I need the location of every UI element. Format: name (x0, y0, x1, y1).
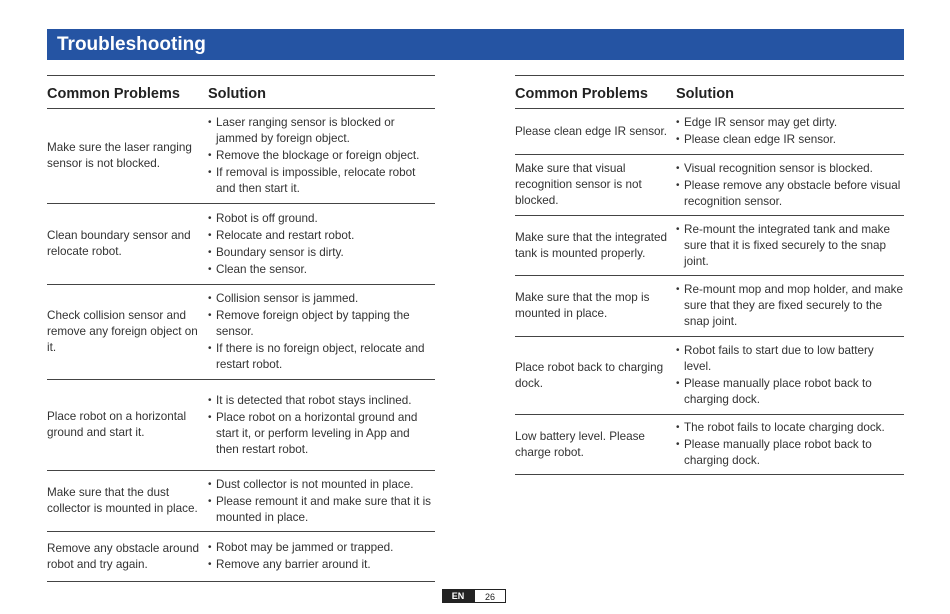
problem-text: Low battery level. Please charge robot. (515, 429, 645, 459)
problem-text: Please clean edge IR sensor. (515, 124, 668, 138)
solution-item: • Remove foreign object by tapping the sensor. (208, 308, 435, 340)
solution-item: • Remove any barrier around it. (208, 557, 435, 573)
problem-cell (515, 216, 676, 275)
problem-text: Remove any obstacle around robot and try again. (47, 541, 200, 571)
problem-text: Make sure that the integrated tank is mounted properly. (515, 230, 668, 260)
solution-item: • Robot may be jammed or trapped. (208, 540, 435, 556)
problem-text: Make sure that the mop is mounted in place. (515, 291, 650, 320)
solution-item: • Relocate and restart robot. (208, 228, 435, 244)
problem-cell (515, 276, 676, 336)
problem-text: Make sure the laser ranging sensor is not blocked. (47, 141, 192, 170)
solution-cell (676, 109, 904, 154)
table-row (515, 276, 904, 337)
problem-text: Check collision sensor and remove any foreign object on it. (47, 309, 198, 354)
solution-cell (676, 155, 904, 215)
page-title: Troubleshooting (47, 29, 904, 60)
solution-cell (208, 532, 435, 581)
solution-item: • Remove the blockage or foreign object. (208, 148, 435, 164)
problem-cell (515, 109, 676, 154)
table-row (515, 155, 904, 216)
header-common-problems: Common Problems (47, 86, 180, 102)
table-row (47, 532, 435, 582)
solution-item: • Collision sensor is jammed. (208, 291, 435, 307)
table-row (515, 415, 904, 475)
table-row (47, 285, 435, 380)
problem-cell (47, 204, 208, 284)
solution-cell (676, 216, 904, 275)
table-header (47, 75, 435, 109)
solution-item: • Please manually place robot back to charging dock. (676, 437, 904, 469)
solution-cell (208, 109, 435, 203)
header-solution: Solution (676, 86, 734, 102)
problem-text: Clean boundary sensor and relocate robot. (47, 229, 191, 258)
troubleshooting-table-left (47, 75, 435, 582)
table-row (47, 204, 435, 285)
solution-cell (208, 380, 435, 470)
solution-item: • Please manually place robot back to charging dock. (676, 376, 904, 408)
table-row (47, 109, 435, 204)
problem-cell (515, 415, 676, 474)
table-row (47, 471, 435, 532)
solution-item: • Re-mount the integrated tank and make sure that it is fixed securely to the snap joint. (676, 222, 904, 270)
page-number: 26 (474, 589, 506, 603)
solution-cell (676, 337, 904, 414)
problem-cell (515, 155, 676, 215)
solution-item: • Dust collector is not mounted in place. (208, 477, 435, 493)
solution-item: • It is detected that robot stays inclined. (208, 393, 435, 409)
problem-cell (515, 337, 676, 414)
problem-text: Make sure that visual recognition sensor is not blocked. (515, 162, 642, 207)
solution-item: • Robot is off ground. (208, 211, 435, 227)
solution-cell (676, 276, 904, 336)
table-row (515, 216, 904, 276)
table-row (515, 337, 904, 415)
solution-item: • Re-mount mop and mop holder, and make sure that they are fixed securely to the snap joint. (676, 282, 904, 330)
problem-cell (47, 109, 208, 203)
solution-item: • Edge IR sensor may get dirty. (676, 115, 904, 131)
solution-cell (208, 471, 435, 531)
solution-cell (208, 285, 435, 379)
solution-item: • Place robot on a horizontal ground and start it, or perform leveling in App and then restart robot. (208, 410, 435, 458)
solution-item: • The robot fails to locate charging dock. (676, 420, 904, 436)
problem-text: Place robot back to charging dock. (515, 360, 664, 390)
solution-item: • Laser ranging sensor is blocked or jammed by foreign object. (208, 115, 435, 147)
solution-item: • Robot fails to start due to low battery level. (676, 343, 904, 375)
header-common-problems: Common Problems (515, 86, 648, 102)
troubleshooting-table-right (515, 75, 904, 475)
solution-cell (676, 415, 904, 474)
solution-item: • If removal is impossible, relocate robot and then start it. (208, 165, 435, 197)
problem-cell (47, 380, 208, 470)
solution-item: • Boundary sensor is dirty. (208, 245, 435, 261)
language-badge: EN (442, 589, 474, 603)
solution-item: • Please remount it and make sure that it is mounted in place. (208, 494, 435, 526)
problem-cell (47, 285, 208, 379)
page-footer (442, 589, 506, 603)
solution-cell (208, 204, 435, 284)
problem-cell (47, 471, 208, 531)
header-solution: Solution (208, 86, 266, 102)
table-header (515, 75, 904, 109)
table-row (47, 380, 435, 471)
solution-item: • If there is no foreign object, relocate and restart robot. (208, 341, 435, 373)
problem-text: Place robot on a horizontal ground and start it. (47, 410, 187, 439)
solution-item: • Clean the sensor. (208, 262, 435, 278)
problem-text: Make sure that the dust collector is mounted in place. (47, 486, 198, 515)
solution-item: • Please clean edge IR sensor. (676, 132, 904, 148)
solution-item: • Visual recognition sensor is blocked. (676, 161, 904, 177)
problem-cell (47, 532, 208, 581)
solution-item: • Please remove any obstacle before visual recognition sensor. (676, 178, 904, 210)
table-row (515, 109, 904, 155)
